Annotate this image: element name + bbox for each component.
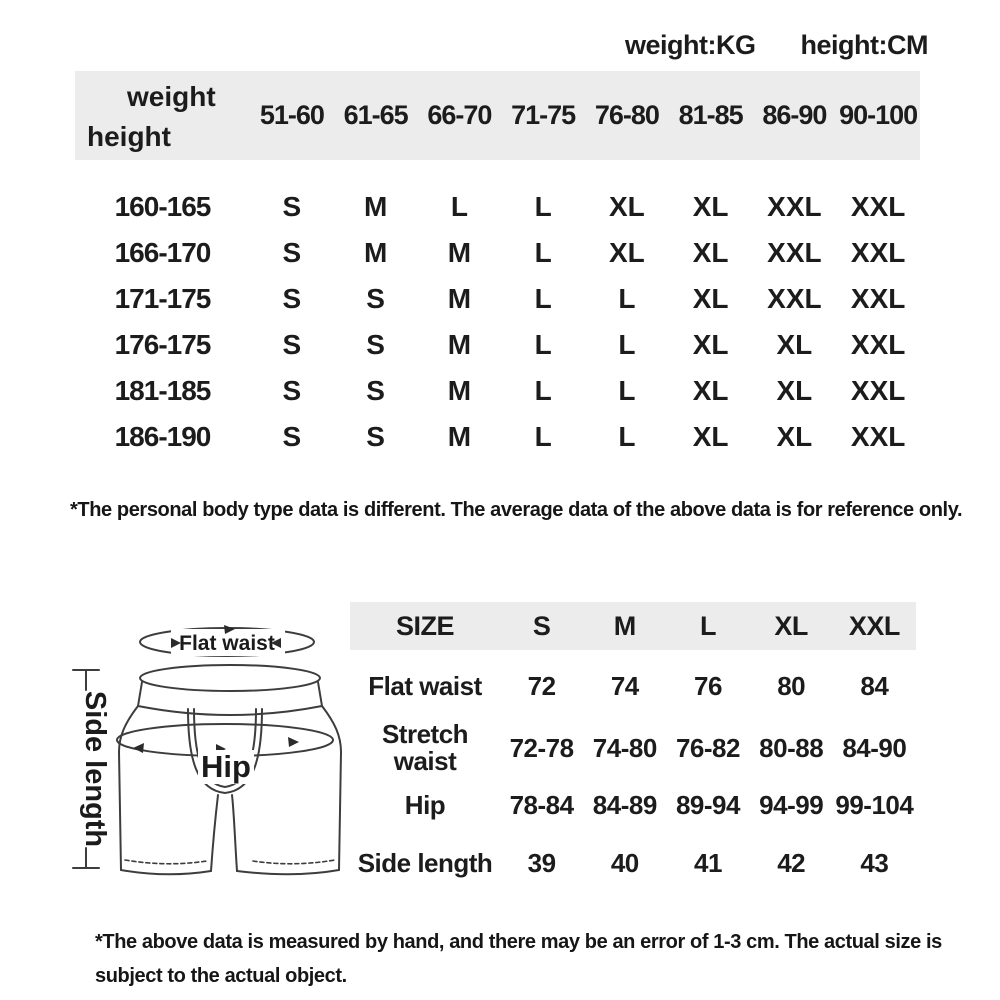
size-cell: XL bbox=[776, 375, 813, 406]
left-hem-stitch bbox=[125, 860, 207, 864]
size-cell: XXL bbox=[767, 191, 822, 222]
measurement-value: 80-88 bbox=[759, 732, 824, 763]
measurement-value: 42 bbox=[777, 847, 806, 878]
measurement-value: 43 bbox=[860, 847, 889, 878]
size-header: L bbox=[699, 610, 716, 641]
table-row bbox=[75, 322, 920, 368]
weight-column-header: 66-70 bbox=[427, 100, 492, 130]
size-cell: M bbox=[363, 191, 388, 222]
size-cell: S bbox=[366, 375, 385, 406]
weight-column-header: 90-100 bbox=[839, 100, 918, 130]
size-cell: S bbox=[366, 329, 385, 360]
size-cell: L bbox=[534, 375, 552, 406]
right-leg-outline bbox=[322, 706, 341, 870]
measurement-value: 72 bbox=[527, 670, 556, 701]
reference-note: *The personal body type data is different. The average data of the above data is for reference only. bbox=[70, 499, 963, 521]
size-cell: XXL bbox=[850, 237, 906, 268]
height-range-label: 160-165 bbox=[114, 191, 211, 222]
size-header: XL bbox=[774, 610, 808, 641]
arrow-right-icon bbox=[288, 737, 299, 747]
size-cell: L bbox=[534, 329, 552, 360]
units-legend bbox=[0, 30, 928, 61]
measurement-value: 84 bbox=[860, 670, 889, 701]
size-cell: XL bbox=[692, 375, 729, 406]
measurement-label: Hip bbox=[404, 789, 446, 820]
weight-column-header: 86-90 bbox=[762, 100, 827, 130]
size-header: S bbox=[532, 610, 551, 641]
size-cell: XXL bbox=[850, 283, 906, 314]
weight-column-header: 76-80 bbox=[594, 100, 659, 130]
boxer-shorts-diagram bbox=[45, 590, 355, 910]
size-header: XXL bbox=[848, 610, 900, 641]
size-cell: L bbox=[618, 283, 636, 314]
corner-weight-label: weight bbox=[127, 81, 216, 112]
height-weight-table-header bbox=[75, 71, 920, 160]
size-cell: XL bbox=[776, 329, 813, 360]
table-row bbox=[75, 276, 920, 322]
height-range-label: 171-175 bbox=[114, 283, 211, 314]
arrow-left-icon bbox=[133, 743, 144, 753]
table-row bbox=[75, 230, 920, 276]
size-cell: L bbox=[618, 421, 636, 452]
size-cell: XL bbox=[608, 191, 645, 222]
size-cell: M bbox=[363, 237, 388, 268]
measurement-value: 39 bbox=[527, 847, 556, 878]
measurement-value: 74-80 bbox=[592, 732, 657, 763]
measurement-value: 80 bbox=[777, 670, 806, 701]
weight-column-header: 81-85 bbox=[678, 100, 743, 130]
measurement-value: 84-89 bbox=[592, 789, 657, 820]
size-cell: XL bbox=[608, 237, 645, 268]
measurement-value: 40 bbox=[610, 847, 639, 878]
size-cell: S bbox=[282, 283, 302, 314]
size-cell: XL bbox=[776, 421, 813, 452]
measurement-label: Flat waist bbox=[368, 670, 482, 701]
size-cell: L bbox=[618, 375, 636, 406]
size-cell: S bbox=[282, 375, 302, 406]
height-unit-label: height:CM bbox=[800, 30, 928, 60]
size-cell: XXL bbox=[850, 421, 906, 452]
measurement-value: 41 bbox=[694, 847, 722, 878]
size-header: SIZE bbox=[395, 610, 454, 641]
measurement-label: Stretch waist bbox=[381, 719, 469, 776]
size-cell: L bbox=[618, 329, 636, 360]
measurement-value: 76 bbox=[694, 670, 722, 701]
height-range-label: 166-170 bbox=[114, 237, 211, 268]
right-hem-stitch bbox=[253, 860, 335, 864]
weight-column-header: 71-75 bbox=[511, 100, 576, 130]
measurement-value: 76-82 bbox=[675, 732, 740, 763]
measurement-row bbox=[350, 782, 916, 828]
size-cell: L bbox=[534, 191, 552, 222]
weight-column-header: 61-65 bbox=[343, 100, 408, 130]
size-cell: XXL bbox=[850, 191, 906, 222]
size-cell: S bbox=[366, 421, 385, 452]
measurement-value: 94-99 bbox=[759, 789, 824, 820]
size-cell: XL bbox=[692, 191, 729, 222]
size-cell: M bbox=[447, 283, 472, 314]
size-cell: S bbox=[366, 283, 385, 314]
waistband bbox=[140, 665, 320, 691]
hip-label: Hip bbox=[201, 749, 251, 784]
size-cell: M bbox=[447, 237, 472, 268]
size-cell: L bbox=[450, 191, 468, 222]
size-cell: XXL bbox=[850, 375, 906, 406]
size-cell: XL bbox=[692, 237, 729, 268]
size-cell: XL bbox=[692, 283, 729, 314]
measurement-table-header bbox=[350, 602, 916, 650]
size-header: M bbox=[613, 610, 636, 641]
measurement-value: 72-78 bbox=[509, 732, 574, 763]
measurement-value: 78-84 bbox=[509, 789, 574, 820]
size-cell: XXL bbox=[767, 237, 822, 268]
measurement-row bbox=[350, 840, 916, 886]
measurement-row bbox=[350, 664, 916, 708]
height-range-label: 181-185 bbox=[114, 375, 211, 406]
flat-waist-label: Flat waist bbox=[179, 632, 275, 655]
size-cell: L bbox=[534, 237, 552, 268]
size-cell: L bbox=[534, 421, 552, 452]
size-cell: M bbox=[447, 329, 472, 360]
size-cell: XXL bbox=[767, 283, 822, 314]
size-cell: S bbox=[282, 237, 302, 268]
size-cell: M bbox=[447, 421, 472, 452]
side-length-label: Side length bbox=[79, 690, 111, 848]
weight-column-header: 51-60 bbox=[259, 100, 324, 130]
measurement-value: 84-90 bbox=[842, 732, 907, 763]
height-range-label: 176-175 bbox=[114, 329, 211, 360]
table-row bbox=[75, 368, 920, 414]
corner-height-label: height bbox=[87, 121, 171, 152]
table-row bbox=[75, 414, 920, 460]
measurement-note: *The above data is measured by hand, and there may be an error of 1-3 cm. The actual size is subject to the actual object. bbox=[95, 931, 942, 987]
corner-cell bbox=[75, 71, 250, 160]
size-cell: S bbox=[282, 191, 302, 222]
size-cell: XL bbox=[692, 329, 729, 360]
size-cell: S bbox=[282, 421, 302, 452]
size-cell: S bbox=[282, 329, 302, 360]
measurement-value: 74 bbox=[610, 670, 639, 701]
height-range-label: 186-190 bbox=[114, 421, 211, 452]
size-cell: L bbox=[534, 283, 552, 314]
measurement-label: Side length bbox=[357, 847, 493, 878]
measurement-row bbox=[350, 720, 916, 776]
table-row bbox=[75, 184, 920, 230]
size-cell: XL bbox=[692, 421, 729, 452]
measurement-value: 89-94 bbox=[675, 789, 740, 820]
weight-unit-label: weight:KG bbox=[625, 30, 756, 60]
size-cell: XXL bbox=[850, 329, 906, 360]
measurement-value: 99-104 bbox=[835, 789, 914, 820]
size-cell: M bbox=[447, 375, 472, 406]
